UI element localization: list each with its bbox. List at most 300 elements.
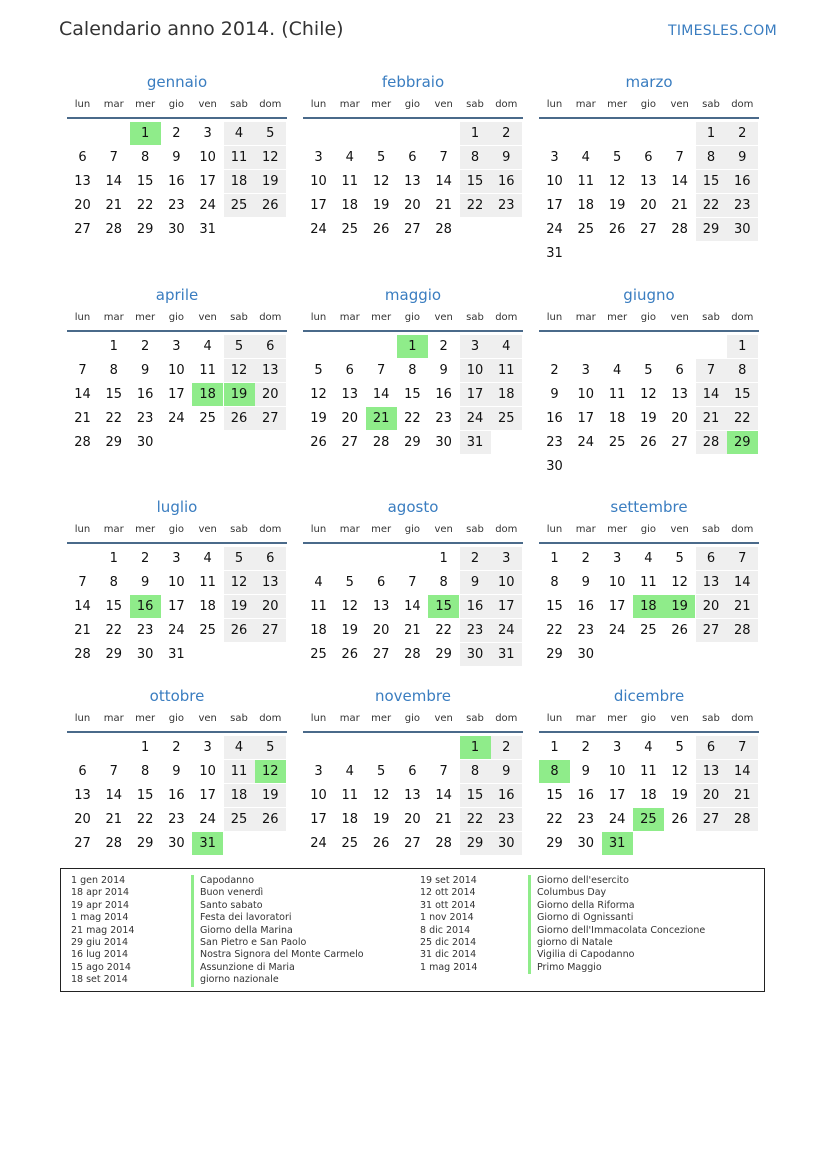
day-cell: 30 <box>168 836 185 851</box>
page-title: Calendario anno 2014. (Chile) <box>59 18 344 40</box>
day-cell: 28 <box>727 808 758 831</box>
day-cell: 6 <box>376 575 386 590</box>
day-cell: 10 <box>310 788 327 803</box>
holiday-date: 12 ott 2014 <box>420 887 476 899</box>
day-cell: 1 <box>550 551 559 566</box>
day-cell: 31 <box>491 643 522 666</box>
day-cell: 24 <box>460 407 491 430</box>
holiday-name: Buon venerdì <box>191 887 263 899</box>
day-cell: 19 <box>341 623 359 638</box>
day-cell: 27 <box>696 808 727 831</box>
day-cell: 18 <box>224 784 255 807</box>
day-cell: 18 <box>577 198 595 213</box>
weekday-mer: mer <box>371 524 392 535</box>
day-cell: 18 <box>310 623 327 638</box>
day-cell: 21 <box>105 198 123 213</box>
holiday-date: 29 giu 2014 <box>71 937 128 948</box>
day-cell: 19 <box>255 784 286 807</box>
weekday-gio: gio <box>168 713 185 724</box>
day-cell: 15 <box>404 387 421 402</box>
holiday-date: 19 set 2014 <box>420 875 477 886</box>
day-cell: 26 <box>608 222 626 237</box>
holiday-name: Giorno dell'esercito <box>528 875 629 887</box>
day-cell: 29 <box>460 832 491 855</box>
weekday-lun: lun <box>310 524 327 535</box>
day-cell: 17 <box>199 788 216 803</box>
day-cell: 22 <box>727 407 758 430</box>
day-cell: 16 <box>168 788 185 803</box>
day-cell: 13 <box>74 174 91 189</box>
day-cell: 23 <box>491 194 522 217</box>
day-cell: 16 <box>577 788 595 803</box>
day-cell: 5 <box>644 363 653 378</box>
day-cell: 21 <box>696 407 727 430</box>
day-cell: 17 <box>546 198 563 213</box>
weekday-lun: lun <box>546 99 563 110</box>
weekday-header <box>67 524 287 544</box>
day-cell: 15 <box>105 387 123 402</box>
month-name: ottobre <box>149 687 205 705</box>
day-cell: 8 <box>439 575 448 590</box>
day-cell: 11 <box>341 174 359 189</box>
weekday-lun: lun <box>310 99 327 110</box>
day-cell: 22 <box>546 623 563 638</box>
day-cell: 28 <box>696 431 727 454</box>
day-cell: 22 <box>460 194 491 217</box>
month-name: giugno <box>623 286 675 304</box>
day-cell: 28 <box>671 222 688 237</box>
holiday-day-cell: 31 <box>192 832 223 855</box>
day-cell: 27 <box>74 836 91 851</box>
day-cell: 23 <box>577 812 595 827</box>
weekday-header <box>539 312 759 332</box>
day-cell: 13 <box>255 571 286 594</box>
day-cell: 22 <box>460 808 491 831</box>
day-cell: 10 <box>310 174 327 189</box>
day-cell: 28 <box>105 836 123 851</box>
day-cell: 1 <box>439 551 448 566</box>
brand-link[interactable]: TIMESLES.COM <box>668 23 777 39</box>
day-cell: 3 <box>172 551 181 566</box>
day-cell: 20 <box>255 383 286 406</box>
day-cell: 25 <box>199 411 216 426</box>
day-cell: 9 <box>140 363 150 378</box>
month-name: aprile <box>155 286 199 304</box>
day-cell: 5 <box>675 551 684 566</box>
day-cell: 29 <box>546 647 563 662</box>
weekday-mar: mar <box>575 99 596 110</box>
day-cell: 7 <box>727 736 758 759</box>
day-cell: 3 <box>172 339 181 354</box>
month-name: febbraio <box>381 73 445 91</box>
weekday-sab: sab <box>702 524 720 535</box>
day-cell: 9 <box>460 571 491 594</box>
day-cell: 24 <box>577 435 595 450</box>
day-cell: 7 <box>109 150 118 165</box>
holiday-day-cell: 18 <box>192 383 223 406</box>
day-cell: 22 <box>105 411 123 426</box>
weekday-lun: lun <box>546 713 563 724</box>
day-cell: 26 <box>255 808 286 831</box>
holiday-day-cell: 21 <box>366 407 397 430</box>
weekday-lun: lun <box>74 99 91 110</box>
day-cell: 19 <box>608 198 626 213</box>
weekday-dom: dom <box>731 99 754 110</box>
weekday-dom: dom <box>731 524 754 535</box>
day-cell: 8 <box>460 146 491 169</box>
day-cell: 21 <box>727 595 758 618</box>
weekday-ven: ven <box>670 713 689 724</box>
day-cell: 23 <box>577 623 595 638</box>
day-cell: 29 <box>546 836 563 851</box>
weekday-ven: ven <box>198 312 217 323</box>
day-cell: 9 <box>172 764 181 779</box>
day-cell: 16 <box>727 170 758 193</box>
day-cell: 5 <box>224 547 255 570</box>
day-cell: 7 <box>408 575 417 590</box>
day-cell: 4 <box>203 339 212 354</box>
day-cell: 8 <box>460 760 491 783</box>
day-cell: 2 <box>172 740 181 755</box>
day-cell: 19 <box>671 788 688 803</box>
day-cell: 6 <box>255 547 286 570</box>
month-name: novembre <box>375 687 451 705</box>
day-cell: 12 <box>341 599 359 614</box>
day-cell: 12 <box>224 359 255 382</box>
day-cell: 22 <box>435 623 452 638</box>
day-cell: 15 <box>136 788 154 803</box>
day-cell: 30 <box>491 832 522 855</box>
day-cell: 17 <box>460 383 491 406</box>
day-cell: 10 <box>168 575 185 590</box>
weekday-gio: gio <box>640 99 657 110</box>
weekday-mar: mar <box>575 312 596 323</box>
weekday-header <box>303 312 523 332</box>
day-cell: 14 <box>372 387 390 402</box>
day-cell: 27 <box>404 836 421 851</box>
day-cell: 3 <box>550 150 559 165</box>
month-name: agosto <box>387 498 439 516</box>
holiday-date: 31 dic 2014 <box>420 949 477 961</box>
day-cell: 26 <box>671 623 688 638</box>
day-cell: 28 <box>372 435 390 450</box>
weekday-mer: mer <box>135 524 156 535</box>
day-cell: 14 <box>404 599 421 614</box>
day-cell: 28 <box>435 222 452 237</box>
day-cell: 14 <box>74 387 91 402</box>
day-cell: 17 <box>310 812 327 827</box>
weekday-ven: ven <box>434 99 453 110</box>
holiday-name: Santo sabato <box>191 900 263 912</box>
day-cell: 27 <box>255 619 286 642</box>
holiday-name: Primo Maggio <box>528 962 602 974</box>
day-cell: 20 <box>640 198 657 213</box>
day-cell: 18 <box>608 411 626 426</box>
day-cell: 28 <box>404 647 421 662</box>
day-cell: 11 <box>199 575 216 590</box>
weekday-mar: mar <box>103 713 124 724</box>
day-cell: 5 <box>255 122 286 145</box>
day-cell: 7 <box>78 363 87 378</box>
day-cell: 22 <box>546 812 563 827</box>
day-cell: 7 <box>78 575 87 590</box>
day-cell: 2 <box>550 363 559 378</box>
day-cell: 21 <box>74 623 91 638</box>
weekday-sab: sab <box>466 99 484 110</box>
weekday-gio: gio <box>168 524 185 535</box>
day-cell: 29 <box>105 435 123 450</box>
holiday-name: Giorno della Riforma <box>528 900 635 912</box>
day-cell: 24 <box>199 812 216 827</box>
day-cell: 8 <box>109 363 118 378</box>
day-cell: 3 <box>203 126 212 141</box>
holiday-day-cell: 1 <box>460 736 491 759</box>
day-cell: 19 <box>372 198 390 213</box>
weekday-mar: mar <box>103 99 124 110</box>
weekday-ven: ven <box>670 99 689 110</box>
day-cell: 30 <box>546 459 563 474</box>
day-cell: 26 <box>671 812 688 827</box>
day-cell: 29 <box>404 435 421 450</box>
month-name: dicembre <box>613 687 685 705</box>
day-cell: 17 <box>577 411 595 426</box>
holiday-day-cell: 1 <box>130 122 161 145</box>
day-cell: 14 <box>105 788 123 803</box>
weekday-sab: sab <box>702 713 720 724</box>
day-cell: 3 <box>612 551 622 566</box>
day-cell: 5 <box>612 150 622 165</box>
holiday-day-cell: 1 <box>397 335 428 358</box>
weekday-ven: ven <box>434 312 453 323</box>
holiday-day-cell: 8 <box>539 760 570 783</box>
day-cell: 20 <box>255 595 286 618</box>
day-cell: 16 <box>168 174 185 189</box>
day-cell: 22 <box>696 194 727 217</box>
holiday-day-cell: 29 <box>727 431 758 454</box>
day-cell: 24 <box>608 623 626 638</box>
day-cell: 14 <box>696 383 727 406</box>
weekday-lun: lun <box>74 713 91 724</box>
weekday-header <box>67 713 287 733</box>
day-cell: 29 <box>696 218 727 241</box>
day-cell: 12 <box>608 174 626 189</box>
day-cell: 11 <box>491 359 522 382</box>
day-cell: 21 <box>435 198 452 213</box>
weekday-mer: mer <box>607 99 628 110</box>
day-cell: 3 <box>612 740 622 755</box>
day-cell: 29 <box>136 836 154 851</box>
day-cell: 7 <box>439 150 448 165</box>
day-cell: 14 <box>727 571 758 594</box>
day-cell: 17 <box>491 595 522 618</box>
day-cell: 23 <box>546 435 563 450</box>
weekday-mer: mer <box>135 312 156 323</box>
weekday-sab: sab <box>702 99 720 110</box>
day-cell: 25 <box>224 808 255 831</box>
day-cell: 10 <box>460 359 491 382</box>
day-cell: 10 <box>199 764 216 779</box>
day-cell: 18 <box>341 198 359 213</box>
day-cell: 15 <box>546 599 563 614</box>
day-cell: 18 <box>199 599 216 614</box>
day-cell: 5 <box>376 764 386 779</box>
day-cell: 19 <box>255 170 286 193</box>
holiday-date: 1 gen 2014 <box>71 875 126 886</box>
day-cell: 2 <box>172 126 181 141</box>
day-cell: 23 <box>727 194 758 217</box>
day-cell: 22 <box>404 411 421 426</box>
day-cell: 28 <box>74 647 91 662</box>
holiday-name: Columbus Day <box>528 887 606 899</box>
day-cell: 24 <box>310 222 327 237</box>
day-cell: 21 <box>105 812 123 827</box>
holiday-day-cell: 31 <box>602 832 633 855</box>
day-cell: 2 <box>140 339 150 354</box>
weekday-mar: mar <box>339 312 360 323</box>
day-cell: 8 <box>109 575 118 590</box>
day-cell: 13 <box>696 571 727 594</box>
day-cell: 20 <box>404 812 421 827</box>
day-cell: 5 <box>255 736 286 759</box>
day-cell: 27 <box>640 222 657 237</box>
day-cell: 31 <box>168 647 185 662</box>
day-cell: 10 <box>608 764 626 779</box>
day-cell: 12 <box>372 174 390 189</box>
day-cell: 10 <box>168 363 185 378</box>
day-cell: 22 <box>136 812 154 827</box>
day-cell: 28 <box>74 435 91 450</box>
day-cell: 26 <box>372 222 390 237</box>
day-cell: 14 <box>74 599 91 614</box>
day-cell: 13 <box>671 387 688 402</box>
day-cell: 6 <box>255 335 286 358</box>
day-cell: 5 <box>345 575 354 590</box>
day-cell: 6 <box>408 150 417 165</box>
month-name: gennaio <box>146 73 208 91</box>
day-cell: 9 <box>491 146 522 169</box>
weekday-mer: mer <box>135 713 156 724</box>
holiday-day-cell: 15 <box>428 595 459 618</box>
day-cell: 7 <box>439 764 448 779</box>
holiday-name: Giorno dell'Immacolata Concezione <box>528 925 705 937</box>
day-cell: 23 <box>435 411 452 426</box>
day-cell: 27 <box>255 407 286 430</box>
day-cell: 10 <box>577 387 595 402</box>
day-cell: 23 <box>136 411 154 426</box>
day-cell: 27 <box>404 222 421 237</box>
day-cell: 20 <box>696 784 727 807</box>
day-cell: 20 <box>404 198 421 213</box>
day-cell: 4 <box>491 335 522 358</box>
weekday-gio: gio <box>640 312 657 323</box>
weekday-mer: mer <box>371 99 392 110</box>
day-cell: 26 <box>224 407 255 430</box>
day-cell: 4 <box>644 551 653 566</box>
day-cell: 6 <box>78 150 87 165</box>
day-cell: 24 <box>310 836 327 851</box>
weekday-lun: lun <box>546 312 563 323</box>
weekday-mer: mer <box>371 312 392 323</box>
day-cell: 20 <box>671 411 688 426</box>
day-cell: 23 <box>491 808 522 831</box>
day-cell: 7 <box>727 547 758 570</box>
day-cell: 3 <box>491 547 522 570</box>
weekday-gio: gio <box>640 713 657 724</box>
weekday-mer: mer <box>371 713 392 724</box>
day-cell: 2 <box>439 339 448 354</box>
day-cell: 14 <box>105 174 123 189</box>
day-cell: 15 <box>727 383 758 406</box>
holiday-name: Vigilia di Capodanno <box>528 949 634 961</box>
day-cell: 20 <box>696 595 727 618</box>
day-cell: 15 <box>460 170 491 193</box>
day-cell: 30 <box>460 643 491 666</box>
weekday-mer: mer <box>607 713 628 724</box>
day-cell: 11 <box>199 363 216 378</box>
day-cell: 15 <box>105 599 123 614</box>
day-cell: 3 <box>581 363 590 378</box>
day-cell: 13 <box>404 174 421 189</box>
day-cell: 31 <box>460 431 491 454</box>
day-cell: 30 <box>435 435 452 450</box>
day-cell: 13 <box>640 174 657 189</box>
holiday-day-cell: 19 <box>664 595 695 618</box>
day-cell: 11 <box>310 599 327 614</box>
day-cell: 24 <box>608 812 626 827</box>
day-cell: 11 <box>640 575 657 590</box>
weekday-sab: sab <box>230 312 248 323</box>
day-cell: 9 <box>439 363 448 378</box>
day-cell: 16 <box>435 387 452 402</box>
day-cell: 25 <box>491 407 522 430</box>
day-cell: 9 <box>581 575 590 590</box>
day-cell: 13 <box>696 760 727 783</box>
weekday-lun: lun <box>546 524 563 535</box>
month-name: settembre <box>610 498 688 516</box>
holiday-date: 31 ott 2014 <box>420 899 476 911</box>
holiday-day-cell: 25 <box>633 808 664 831</box>
day-cell: 2 <box>140 551 150 566</box>
day-cell: 16 <box>491 784 522 807</box>
weekday-mer: mer <box>607 312 628 323</box>
day-cell: 21 <box>74 411 91 426</box>
weekday-gio: gio <box>640 524 657 535</box>
weekday-mer: mer <box>135 99 156 110</box>
day-cell: 30 <box>727 218 758 241</box>
day-cell: 12 <box>255 146 286 169</box>
day-cell: 7 <box>109 764 118 779</box>
day-cell: 25 <box>341 836 359 851</box>
day-cell: 8 <box>550 575 559 590</box>
day-cell: 9 <box>581 764 590 779</box>
weekday-lun: lun <box>74 524 91 535</box>
weekday-dom: dom <box>731 713 754 724</box>
day-cell: 13 <box>255 359 286 382</box>
weekday-sab: sab <box>702 312 720 323</box>
day-cell: 1 <box>109 551 118 566</box>
day-cell: 12 <box>671 575 688 590</box>
day-cell: 8 <box>140 150 150 165</box>
day-cell: 11 <box>224 146 255 169</box>
day-cell: 23 <box>460 619 491 642</box>
weekday-dom: dom <box>495 312 518 323</box>
weekday-ven: ven <box>198 99 217 110</box>
holiday-date: 1 nov 2014 <box>420 912 474 924</box>
weekday-mar: mar <box>103 524 124 535</box>
day-cell: 2 <box>727 122 758 145</box>
day-cell: 6 <box>696 547 727 570</box>
day-cell: 17 <box>310 198 327 213</box>
